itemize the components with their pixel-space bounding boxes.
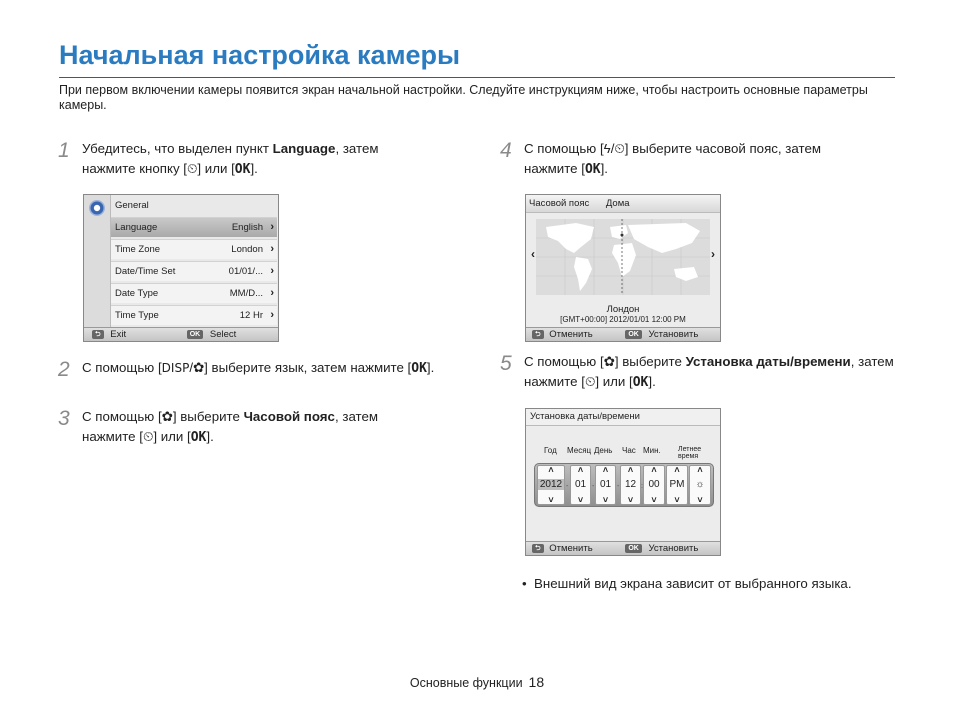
chevron-up-icon[interactable]: ˄ xyxy=(548,465,554,475)
chevron-down-icon[interactable]: ˅ xyxy=(602,495,609,505)
row-label: Time Zone xyxy=(115,244,161,255)
step-number: 1 xyxy=(58,139,70,162)
page-footer xyxy=(0,674,954,690)
menu-row-date-type[interactable] xyxy=(111,283,277,303)
ampm-spinner[interactable] xyxy=(666,465,688,505)
step-number: 5 xyxy=(500,352,512,375)
general-menu-screen xyxy=(83,194,279,342)
chevron-right-icon: › xyxy=(270,309,274,321)
macro-icon: ✿ xyxy=(603,354,615,369)
chevron-up-icon[interactable]: ˄ xyxy=(674,465,680,475)
chevron-down-icon[interactable]: ˅ xyxy=(697,495,703,505)
page-title: Начальная настройка камеры xyxy=(59,40,461,70)
footer-section: Основные функции xyxy=(409,676,523,690)
menu-row-language[interactable] xyxy=(111,217,277,237)
row-value: London xyxy=(231,244,263,255)
select-label[interactable]: Select xyxy=(209,329,237,340)
date-time-screen xyxy=(525,408,721,556)
city-label: Лондон xyxy=(606,304,640,315)
step-number: 3 xyxy=(58,407,70,430)
date-button-bar xyxy=(526,541,720,555)
chevron-down-icon[interactable]: ˅ xyxy=(674,495,680,505)
ok-key: OK xyxy=(234,162,251,177)
map-button-bar xyxy=(526,327,720,341)
step-2-text: С помощью [DISP/✿] выберите язык, затем нажмите [OK]. xyxy=(82,360,435,376)
intro-text: При первом включении камеры появится экран начальной настройки. Следуйте инструкциям ниже, чтобы настроить основные параметры камеры. xyxy=(59,83,868,112)
ok-key: OK xyxy=(190,430,207,445)
cancel-label[interactable]: Отменить xyxy=(549,329,593,340)
arrow-left-icon[interactable]: ‹ xyxy=(531,247,535,261)
time-zone-screen xyxy=(525,194,721,342)
set-label[interactable]: Установить xyxy=(648,329,699,340)
flash-icon: ϟ xyxy=(603,141,611,156)
timer-icon: ⏲ xyxy=(187,161,198,176)
month-spinner[interactable] xyxy=(570,465,591,505)
day-spinner[interactable] xyxy=(595,465,616,505)
hour-spinner[interactable] xyxy=(620,465,641,505)
separator: - xyxy=(617,483,620,490)
ok-key-icon: OK xyxy=(625,544,642,553)
menu-row-time-type[interactable] xyxy=(111,305,277,325)
chevron-right-icon: › xyxy=(270,287,274,299)
bullet-icon: • xyxy=(522,576,527,591)
chevron-right-icon: › xyxy=(270,243,274,255)
ok-key-icon: OK xyxy=(187,330,204,339)
separator: - xyxy=(592,483,595,490)
row-value: 01/01/... xyxy=(228,266,263,277)
menu-button-bar xyxy=(84,327,278,341)
minute-spinner[interactable] xyxy=(643,465,665,505)
cancel-label[interactable]: Отменить xyxy=(549,543,593,554)
row-value: 12 Hr xyxy=(239,310,263,321)
arrow-right-icon[interactable]: › xyxy=(711,247,715,261)
col-month: Месяц xyxy=(567,446,592,455)
disp-key: DISP xyxy=(161,361,190,375)
macro-icon: ✿ xyxy=(161,409,173,424)
step-3-text: С помощью [✿] выберите Часовой пояс, затем нажмите [⏲] или [OK]. xyxy=(82,409,379,445)
time-zone-tabs xyxy=(526,195,720,213)
chevron-up-icon[interactable]: ˄ xyxy=(627,465,634,475)
month-value: 01 xyxy=(574,479,587,490)
col-dst: Летнее время xyxy=(678,446,702,460)
back-key-icon: ⮌ xyxy=(92,330,104,339)
timer-icon: ⏲ xyxy=(614,141,625,156)
col-year: Год xyxy=(544,446,557,455)
timer-icon: ⏲ xyxy=(584,374,596,389)
back-key-icon: ⮌ xyxy=(532,330,544,339)
chevron-right-icon: › xyxy=(270,265,274,277)
row-label: Time Type xyxy=(115,310,159,321)
dst-spinner[interactable] xyxy=(689,465,711,505)
timer-icon: ⏲ xyxy=(142,429,154,444)
col-day: День xyxy=(594,446,613,455)
row-value: MM/D... xyxy=(229,288,263,299)
step-number: 2 xyxy=(58,358,70,381)
ok-key: OK xyxy=(632,375,649,390)
tab-time-zone[interactable]: Часовой пояс xyxy=(529,198,590,209)
row-value: English xyxy=(231,222,263,233)
minute-value: 00 xyxy=(648,479,660,490)
step-1-text: Убедитесь, что выделен пункт Language, затем нажмите кнопку [⏲] или [OK]. xyxy=(82,141,379,177)
row-label: Date Type xyxy=(115,288,159,299)
gear-icon xyxy=(89,200,105,216)
world-map xyxy=(536,219,710,295)
chevron-up-icon[interactable]: ˄ xyxy=(697,465,703,475)
menu-row-date-time-set[interactable] xyxy=(111,261,277,281)
macro-icon: ✿ xyxy=(193,360,205,375)
tab-home[interactable]: Дома xyxy=(605,198,630,209)
chevron-up-icon[interactable]: ˄ xyxy=(577,465,584,475)
title-rule xyxy=(59,77,895,78)
row-label: Date/Time Set xyxy=(115,266,176,277)
dst-sun-icon: ☼ xyxy=(695,479,705,490)
back-key-icon: ⮌ xyxy=(532,544,544,553)
set-label[interactable]: Установить xyxy=(648,543,699,554)
year-value: 2012 xyxy=(539,479,563,490)
chevron-up-icon[interactable]: ˄ xyxy=(651,465,657,475)
ok-key-icon: OK xyxy=(625,330,642,339)
col-hour: Час xyxy=(622,446,636,455)
page-number: 18 xyxy=(528,674,545,690)
menu-header: General xyxy=(115,200,149,211)
separator: : xyxy=(641,483,643,490)
menu-icon-column xyxy=(84,195,111,328)
chevron-down-icon[interactable]: ˅ xyxy=(651,495,657,505)
ok-key: OK xyxy=(411,361,427,376)
ampm-value: PM xyxy=(669,479,685,490)
chevron-right-icon: › xyxy=(270,221,274,233)
step-5-text: С помощью [✿] выберите Установка даты/времени, затем нажмите [⏲] или [OK]. xyxy=(524,354,894,390)
chevron-down-icon[interactable]: ˅ xyxy=(548,495,554,505)
step-number: 4 xyxy=(500,139,512,162)
year-spinner[interactable] xyxy=(537,465,565,505)
ok-key: OK xyxy=(584,162,601,177)
exit-label[interactable]: Exit xyxy=(110,329,127,340)
step-4-text: С помощью [ϟ/⏲] выберите часовой пояс, затем нажмите [OK]. xyxy=(524,141,821,177)
chevron-down-icon[interactable]: ˅ xyxy=(577,495,584,505)
chevron-up-icon[interactable]: ˄ xyxy=(602,465,609,475)
hour-value: 12 xyxy=(624,479,637,490)
gmt-readout: [GMT+00:00] 2012/01/01 12:00 PM xyxy=(560,315,686,324)
chevron-down-icon[interactable]: ˅ xyxy=(627,495,634,505)
row-label: Language xyxy=(115,222,158,233)
note-text: Внешний вид экрана зависит от выбранного языка. xyxy=(534,576,852,591)
day-value: 01 xyxy=(599,479,612,490)
note-bullet xyxy=(522,576,852,591)
menu-row-time-zone[interactable] xyxy=(111,239,277,259)
col-minute: Мин. xyxy=(643,446,661,455)
date-screen-header: Установка даты/времени xyxy=(526,409,720,426)
separator: - xyxy=(566,483,569,490)
